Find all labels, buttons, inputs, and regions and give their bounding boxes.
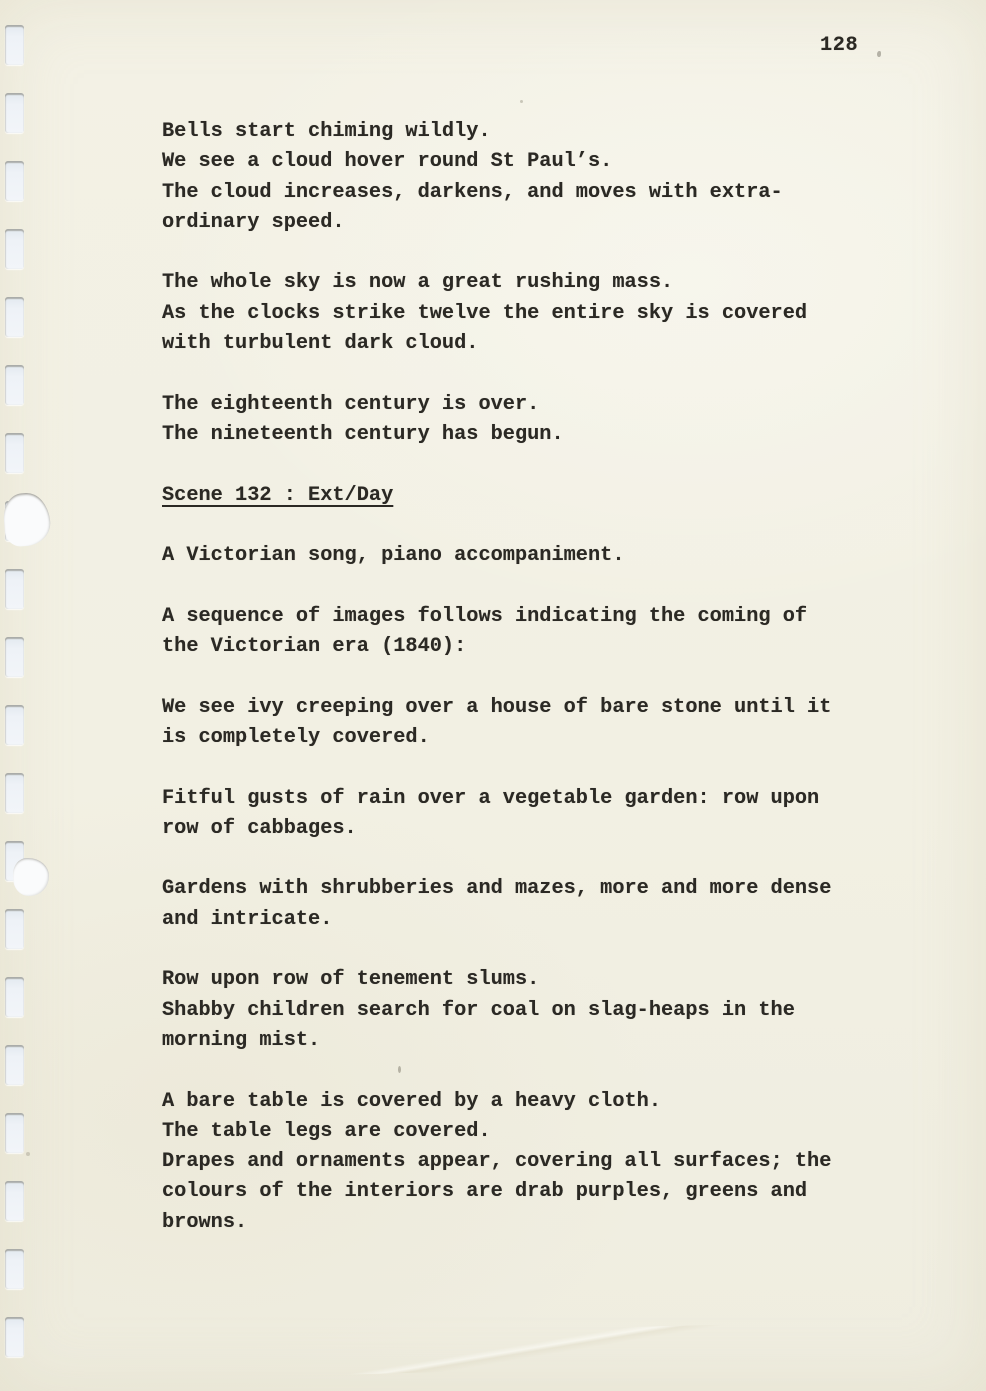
line-text: Scene 132 : Ext/Day [162, 483, 394, 507]
action-block [162, 965, 882, 1056]
text-line [162, 1117, 882, 1147]
line-text: The whole sky is now a great rushing mass. [162, 271, 674, 295]
line-text: Drapes and ornaments appear, covering all surfaces; the [162, 1150, 832, 1174]
binding-hole [5, 25, 24, 65]
text-line [162, 390, 882, 420]
scene-heading-block [162, 481, 882, 511]
action-block [162, 693, 882, 754]
text-line [162, 784, 882, 814]
text-line [162, 299, 882, 329]
scan-speck [398, 1066, 401, 1073]
line-text: Bells start chiming wildly. [162, 120, 491, 143]
line-text: As the clocks strike twelve the entire sky is covered [162, 301, 808, 325]
scan-speck [520, 100, 523, 103]
binding-hole [5, 1113, 24, 1153]
line-text: row of cabbages. [162, 816, 357, 840]
text-line [162, 723, 882, 753]
binding-hole [5, 433, 24, 473]
line-text: The cloud increases, darkens, and moves with extra- [162, 180, 783, 204]
binding-hole [5, 705, 24, 745]
text-line [162, 632, 882, 662]
binding-hole [5, 909, 24, 949]
action-block [162, 1087, 882, 1238]
scene-heading-line [162, 481, 882, 511]
binding-hole [5, 569, 24, 609]
page-number: 128 [820, 34, 859, 57]
text-line [162, 693, 882, 723]
text-line [162, 965, 882, 995]
action-block [162, 602, 882, 663]
line-text: The table legs are covered. [162, 1119, 491, 1143]
line-text: colours of the interiors are drab purples, greens and [162, 1180, 808, 1204]
text-line [162, 420, 882, 450]
binding-hole [5, 1045, 24, 1085]
line-text: is completely covered. [162, 725, 430, 749]
text-line [162, 602, 882, 632]
line-text: morning mist. [162, 1028, 321, 1052]
line-text: the Victorian era (1840): [162, 635, 467, 659]
binding-hole [5, 773, 24, 813]
action-block [162, 874, 882, 935]
text-line [162, 814, 882, 844]
line-text: Gardens with shrubberies and mazes, more and more dense [162, 877, 832, 901]
binding-hole [5, 93, 24, 133]
torn-hole-flap [2, 491, 52, 547]
torn-hole-flap [13, 858, 49, 896]
text-line [162, 1177, 882, 1207]
typewritten-text [162, 117, 882, 1238]
line-text: We see a cloud hover round St Paul’s. [162, 150, 613, 174]
line-text: A sequence of images follows indicating the coming of [162, 604, 808, 628]
binding-hole [5, 1317, 24, 1357]
line-text: with turbulent dark cloud. [162, 332, 479, 356]
text-line [162, 1147, 882, 1177]
binding-hole [5, 1249, 24, 1289]
binding-hole [5, 161, 24, 201]
binding-hole [5, 229, 24, 269]
paper-crease [240, 1323, 801, 1378]
text-line [162, 1026, 882, 1056]
binding-hole [5, 297, 24, 337]
text-line [162, 874, 882, 904]
text-line [162, 329, 882, 359]
line-text: ordinary speed. [162, 210, 345, 234]
text-line [162, 268, 882, 298]
scan-speck [877, 51, 881, 57]
action-block [162, 117, 882, 238]
line-text: Fitful gusts of rain over a vegetable garden: row upon [162, 786, 820, 810]
binding-hole [5, 365, 24, 405]
text-line [162, 996, 882, 1026]
action-block [162, 541, 882, 571]
text-line [162, 1087, 882, 1117]
line-text: A bare table is covered by a heavy cloth. [162, 1089, 661, 1113]
binding-hole [5, 637, 24, 677]
action-block [162, 390, 882, 451]
line-text: The eighteenth century is over. [162, 392, 540, 416]
line-text: A Victorian song, piano accompaniment. [162, 544, 625, 568]
binding-hole [5, 1181, 24, 1221]
line-text: We see ivy creeping over a house of bare stone until it [162, 695, 832, 719]
text-line [162, 147, 882, 177]
line-text: browns. [162, 1210, 248, 1234]
scan-speck [26, 1152, 30, 1156]
text-line [162, 208, 882, 238]
line-text: Row upon row of tenement slums. [162, 968, 540, 992]
text-line [162, 1208, 882, 1238]
line-text: The nineteenth century has begun. [162, 422, 564, 446]
text-line [162, 541, 882, 571]
action-block [162, 784, 882, 845]
text-line [162, 117, 882, 147]
binding-hole [5, 977, 24, 1017]
text-line [162, 905, 882, 935]
text-line [162, 178, 882, 208]
line-text: and intricate. [162, 907, 333, 931]
line-text: Shabby children search for coal on slag-heaps in the [162, 998, 795, 1022]
action-block [162, 268, 882, 359]
